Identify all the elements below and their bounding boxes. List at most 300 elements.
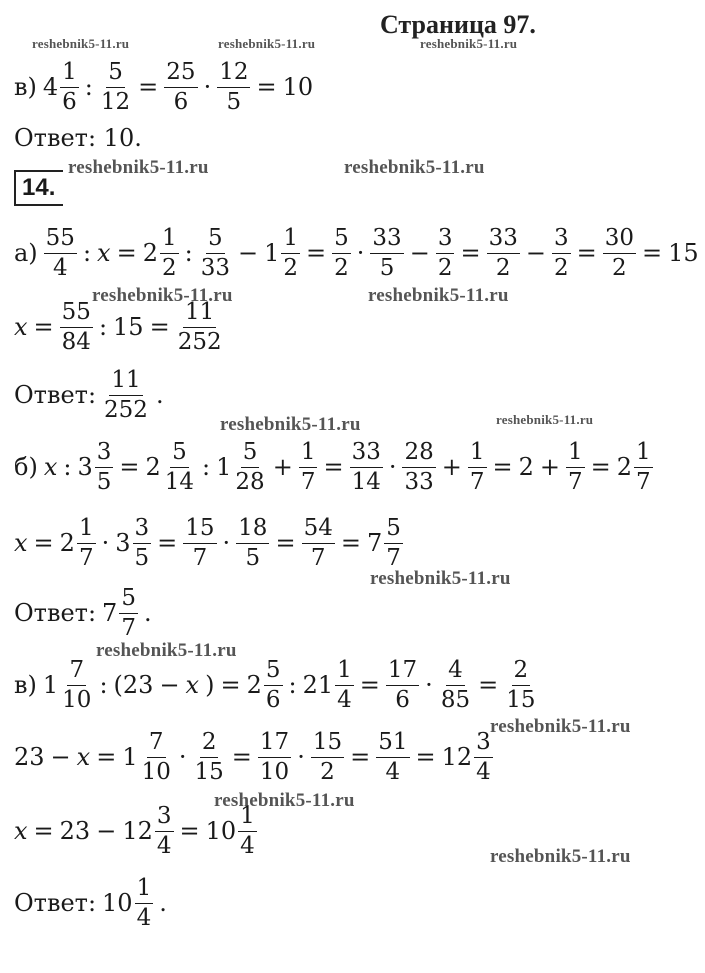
operator: · — [101, 529, 110, 557]
fraction-body — [634, 440, 653, 493]
operator: = — [492, 453, 513, 481]
fraction-body — [77, 516, 96, 569]
denominator: 28 — [235, 468, 265, 495]
mixed-number — [247, 658, 283, 711]
answer-denominator: 252 — [104, 396, 148, 423]
whole-part: 21 — [302, 671, 334, 699]
denominator: 7 — [386, 544, 401, 571]
watermark: reshebnik5-11.ru — [344, 157, 485, 178]
numerator: 11 — [183, 300, 216, 327]
operator: = — [275, 529, 296, 557]
operator: · — [297, 743, 305, 771]
variable: x — [185, 671, 200, 699]
operator: : — [84, 73, 93, 101]
operator: + — [272, 453, 293, 481]
denominator: 14 — [351, 468, 381, 495]
denominator: 2 — [334, 254, 349, 281]
answer-label: Ответ: — [14, 889, 97, 917]
numerator: 3 — [474, 730, 493, 757]
numerator: 55 — [60, 300, 93, 327]
operator: − — [50, 743, 71, 771]
part-c-line-2 — [14, 722, 499, 792]
fraction-body — [603, 226, 636, 279]
part-c-line-1 — [14, 650, 543, 720]
number: 23 — [59, 817, 91, 845]
numerator: 3 — [436, 226, 455, 253]
watermark: reshebnik5-11.ru — [490, 716, 631, 737]
fraction-body — [233, 440, 266, 493]
part-b-line-1 — [14, 432, 659, 502]
numerator: 5 — [106, 60, 125, 87]
denominator: 12 — [100, 88, 131, 115]
watermark: reshebnik5-11.ru — [214, 790, 355, 811]
mixed-number — [77, 440, 113, 493]
watermark: reshebnik5-11.ru — [220, 414, 361, 435]
answer-value: 10. — [103, 124, 142, 152]
numerator: 1 — [299, 440, 318, 467]
denominator: 2 — [161, 254, 177, 281]
fraction — [332, 226, 351, 279]
denominator: 5 — [96, 468, 112, 495]
number: 15 — [113, 313, 144, 341]
operator: = — [96, 743, 117, 771]
whole-part: 4 — [42, 73, 59, 101]
numerator: 18 — [236, 516, 269, 543]
fraction-body — [258, 730, 291, 783]
page-title: Страница 97. — [380, 10, 536, 39]
variable: x — [14, 817, 28, 845]
numerator: 1 — [238, 804, 257, 831]
numerator: 28 — [402, 440, 435, 467]
operator: = — [415, 743, 436, 771]
whole-part: 3 — [115, 529, 131, 557]
numerator: 1 — [60, 60, 79, 87]
item-label: в) — [14, 73, 37, 101]
operator: − — [525, 239, 546, 267]
denominator: 2 — [320, 758, 335, 785]
operator: = — [641, 239, 663, 267]
operator: · — [203, 73, 212, 101]
answer-label: Ответ: — [14, 124, 97, 152]
numerator: 5 — [241, 440, 260, 467]
mixed-number — [264, 226, 300, 279]
operator: : — [99, 671, 108, 699]
fraction — [236, 516, 269, 569]
answer-denominator: 7 — [121, 614, 136, 641]
whole-part: 1 — [216, 453, 232, 481]
fraction-body — [474, 730, 493, 783]
answer-numerator: 1 — [135, 876, 154, 903]
numerator: 3 — [155, 804, 174, 831]
fraction — [311, 730, 344, 783]
denominator: 5 — [379, 254, 395, 281]
operator: = — [306, 239, 327, 267]
denominator: 7 — [636, 468, 651, 495]
fraction — [436, 226, 455, 279]
item-label: б) — [14, 453, 38, 481]
fraction — [504, 658, 537, 711]
numerator: 1 — [281, 226, 300, 253]
denominator: 10 — [141, 758, 171, 785]
answer-numerator: 5 — [119, 586, 138, 613]
denominator: 33 — [200, 254, 230, 281]
whole-part: 7 — [366, 529, 383, 557]
fraction — [44, 226, 77, 279]
numerator: 1 — [566, 440, 585, 467]
fraction-body — [311, 730, 344, 783]
denominator: 7 — [192, 544, 208, 571]
numerator: 1 — [468, 440, 487, 467]
number: ) — [205, 671, 215, 699]
answer-label: Ответ: — [14, 599, 97, 627]
prev-task-answer — [14, 124, 142, 152]
mixed-number — [216, 440, 267, 493]
denominator: 4 — [52, 254, 68, 281]
fraction — [176, 300, 224, 353]
denominator: 15 — [194, 758, 224, 785]
fraction-body — [160, 226, 179, 279]
numerator: 4 — [446, 658, 465, 685]
fraction-body — [350, 440, 383, 493]
operator: − — [238, 239, 259, 267]
numerator: 55 — [44, 226, 77, 253]
denominator: 10 — [62, 686, 92, 713]
variable: x — [43, 453, 58, 481]
watermark: reshebnik5-11.ru — [420, 36, 518, 51]
fraction — [217, 60, 250, 113]
numerator: 17 — [386, 658, 419, 685]
numerator: 7 — [67, 658, 86, 685]
numerator: 51 — [376, 730, 409, 757]
fraction-body — [439, 658, 472, 711]
numerator: 1 — [77, 516, 96, 543]
task-number: 14. — [14, 170, 63, 206]
fraction-body — [60, 60, 79, 113]
fraction — [487, 226, 520, 279]
mixed-number — [303, 658, 354, 711]
operator: : — [288, 671, 297, 699]
denominator: 7 — [310, 544, 326, 571]
fraction — [402, 440, 435, 493]
task-box-rule — [14, 170, 58, 172]
fraction-body — [176, 300, 224, 353]
denominator: 2 — [553, 254, 569, 281]
denominator: 5 — [226, 88, 242, 115]
fraction-body — [386, 658, 419, 711]
whole-part: 2 — [616, 453, 633, 481]
denominator: 6 — [395, 686, 410, 713]
fraction-body — [332, 226, 351, 279]
operator: = — [359, 671, 380, 699]
fraction — [299, 440, 318, 493]
fraction-body — [264, 658, 283, 711]
fraction-body — [133, 516, 152, 569]
denominator: 10 — [259, 758, 290, 785]
denominator: 7 — [300, 468, 316, 495]
mixed-number — [115, 516, 151, 569]
operator: : — [82, 239, 92, 267]
denominator: 14 — [164, 468, 195, 495]
numerator: 1 — [634, 440, 653, 467]
denominator: 85 — [440, 686, 471, 713]
operator: = — [478, 671, 499, 699]
fraction — [552, 226, 571, 279]
number: 2 — [518, 453, 534, 481]
denominator: 7 — [568, 468, 583, 495]
operator: + — [441, 453, 462, 481]
whole-part: 1 — [122, 743, 138, 771]
operator: = — [323, 453, 344, 481]
whole-part: 2 — [246, 671, 262, 699]
fraction-body — [236, 516, 269, 569]
denominator: 252 — [177, 328, 222, 355]
numerator: 5 — [170, 440, 189, 467]
fraction-body — [60, 658, 93, 711]
answer-fraction — [102, 368, 150, 421]
watermark: reshebnik5-11.ru — [368, 285, 509, 306]
whole-part: 1 — [42, 671, 59, 699]
answer-mixed — [102, 586, 138, 639]
answer-numerator: 11 — [109, 368, 142, 395]
fraction-body — [436, 226, 455, 279]
operator: = — [119, 453, 140, 481]
denominator: 2 — [283, 254, 299, 281]
denominator: 4 — [385, 758, 401, 785]
fraction-body — [163, 440, 196, 493]
denominator: 7 — [469, 468, 485, 495]
fraction-body — [155, 804, 174, 857]
fraction-body — [140, 730, 173, 783]
operator: · — [178, 743, 187, 771]
operator: − — [409, 239, 430, 267]
watermark: reshebnik5-11.ru — [32, 36, 130, 51]
fraction-body — [99, 60, 132, 113]
mixed-number — [43, 60, 79, 113]
prev-task-line — [14, 52, 319, 122]
whole-part: 3 — [77, 453, 93, 481]
numerator: 7 — [147, 730, 166, 757]
denominator: 4 — [156, 832, 172, 859]
part-c-answer: Ответ: 10 $\frac{1}{4}$ . — [14, 875, 167, 931]
number: (23 — [113, 671, 154, 699]
number: 10 — [282, 73, 314, 101]
fraction-body — [302, 516, 335, 569]
variable: x — [14, 313, 28, 341]
mixed-number — [122, 804, 173, 857]
fraction — [183, 516, 216, 569]
answer-whole: 7 — [102, 599, 118, 627]
whole-part: 12 — [441, 743, 473, 771]
operator: · — [222, 529, 231, 557]
denominator: 2 — [612, 254, 627, 281]
denominator: 6 — [62, 88, 77, 115]
denominator: 2 — [437, 254, 453, 281]
whole-part: 12 — [122, 817, 153, 845]
fraction-body — [468, 440, 487, 493]
part-b-line-2 — [14, 508, 409, 578]
watermark: reshebnik5-11.ru — [68, 157, 209, 178]
operator: · — [425, 671, 433, 699]
numerator: 15 — [311, 730, 344, 757]
fraction-body — [44, 226, 77, 279]
fraction — [468, 440, 487, 493]
numerator: 12 — [217, 60, 250, 87]
part-a-line-1 — [14, 218, 705, 288]
numerator: 5 — [206, 226, 225, 253]
whole-part: 2 — [59, 529, 75, 557]
mixed-number — [43, 658, 94, 711]
denominator: 4 — [476, 758, 491, 785]
fraction-body — [238, 804, 257, 857]
mixed-number — [367, 516, 403, 569]
mixed-number — [143, 226, 179, 279]
whole-part: 10 — [205, 817, 237, 845]
denominator: 6 — [173, 88, 189, 115]
operator: : — [63, 453, 72, 481]
operator: = — [256, 73, 277, 101]
mixed-number — [617, 440, 653, 493]
operator: = — [231, 743, 252, 771]
fraction — [164, 60, 197, 113]
item-label: в) — [14, 671, 37, 699]
fraction — [99, 60, 132, 113]
part-b-answer: Ответ: 7 $\frac{5}{7}$ . — [14, 585, 152, 641]
watermark: reshebnik5-11.ru — [96, 640, 237, 661]
fraction — [350, 440, 383, 493]
fraction-body — [281, 226, 300, 279]
mixed-number — [122, 730, 173, 783]
numerator: 1 — [160, 226, 179, 253]
denominator: 4 — [240, 832, 255, 859]
numerator: 2 — [512, 658, 531, 685]
operator: = — [590, 453, 611, 481]
fraction-body — [504, 658, 537, 711]
numerator: 3 — [133, 516, 152, 543]
variable: x — [14, 529, 28, 557]
fraction-body — [402, 440, 435, 493]
operator: = — [350, 743, 371, 771]
mixed-number — [206, 804, 257, 857]
operator: = — [116, 239, 137, 267]
operator: = — [460, 239, 481, 267]
whole-part: 2 — [145, 453, 161, 481]
fraction — [439, 658, 472, 711]
fraction — [370, 226, 403, 279]
operator: · — [356, 239, 365, 267]
fraction-body — [487, 226, 520, 279]
operator: = — [340, 529, 361, 557]
fraction-body — [566, 440, 585, 493]
mixed-number — [442, 730, 493, 783]
mixed-number — [145, 440, 196, 493]
operator: · — [388, 453, 397, 481]
numerator: 33 — [370, 226, 403, 253]
fraction — [566, 440, 585, 493]
answer-denominator: 4 — [136, 904, 152, 931]
operator: = — [138, 73, 159, 101]
fraction — [60, 300, 93, 353]
numerator: 33 — [487, 226, 520, 253]
mixed-number — [60, 516, 96, 569]
fraction-body — [60, 300, 93, 353]
part-a-answer: Ответ: $\frac{11}{252}$ . — [14, 367, 164, 423]
fraction-body — [95, 440, 114, 493]
numerator: 54 — [302, 516, 335, 543]
operator: = — [220, 671, 241, 699]
numerator: 33 — [350, 440, 383, 467]
fraction-body — [217, 60, 250, 113]
numerator: 5 — [384, 516, 403, 543]
operator: : — [98, 313, 108, 341]
operator: + — [539, 453, 561, 481]
fraction — [603, 226, 636, 279]
whole-part: 1 — [264, 239, 280, 267]
numerator: 25 — [164, 60, 197, 87]
operator: = — [157, 529, 178, 557]
numerator: 15 — [183, 516, 216, 543]
fraction-body — [193, 730, 226, 783]
numerator: 5 — [264, 658, 283, 685]
answer-label: Ответ: — [14, 381, 97, 409]
numerator: 3 — [552, 226, 571, 253]
operator: − — [96, 817, 117, 845]
item-label: а) — [14, 239, 38, 267]
denominator: 33 — [404, 468, 434, 495]
fraction-body — [552, 226, 571, 279]
watermark: reshebnik5-11.ru — [218, 36, 316, 51]
number: 15 — [668, 239, 699, 267]
part-a-line-2 — [14, 292, 230, 362]
denominator: 5 — [134, 544, 150, 571]
operator: = — [33, 529, 54, 557]
part-c-line-3 — [14, 796, 263, 866]
fraction-body — [370, 226, 403, 279]
numerator: 30 — [603, 226, 636, 253]
denominator: 84 — [61, 328, 91, 355]
numerator: 17 — [258, 730, 291, 757]
operator: = — [179, 817, 200, 845]
watermark: reshebnik5-11.ru — [496, 412, 594, 427]
numerator: 5 — [332, 226, 351, 253]
whole-part: 2 — [142, 239, 158, 267]
operator: = — [576, 239, 597, 267]
fraction — [258, 730, 291, 783]
fraction-body — [299, 440, 318, 493]
fraction-body — [376, 730, 409, 783]
watermark: reshebnik5-11.ru — [92, 285, 233, 306]
fraction-body — [335, 658, 354, 711]
denominator: 15 — [506, 686, 536, 713]
operator: : — [202, 453, 211, 481]
answer-whole: 10 — [102, 889, 133, 917]
numerator: 2 — [200, 730, 219, 757]
denominator: 4 — [337, 686, 352, 713]
fraction — [302, 516, 335, 569]
fraction — [376, 730, 409, 783]
watermark: reshebnik5-11.ru — [370, 568, 511, 589]
denominator: 5 — [245, 544, 261, 571]
operator: − — [159, 671, 180, 699]
fraction — [193, 730, 226, 783]
operator: = — [149, 313, 170, 341]
variable: x — [76, 743, 91, 771]
watermark: reshebnik5-11.ru — [490, 846, 631, 867]
variable: x — [97, 239, 111, 267]
fraction — [386, 658, 419, 711]
number: 23 — [14, 743, 45, 771]
fraction-body — [164, 60, 197, 113]
denominator: 6 — [265, 686, 281, 713]
